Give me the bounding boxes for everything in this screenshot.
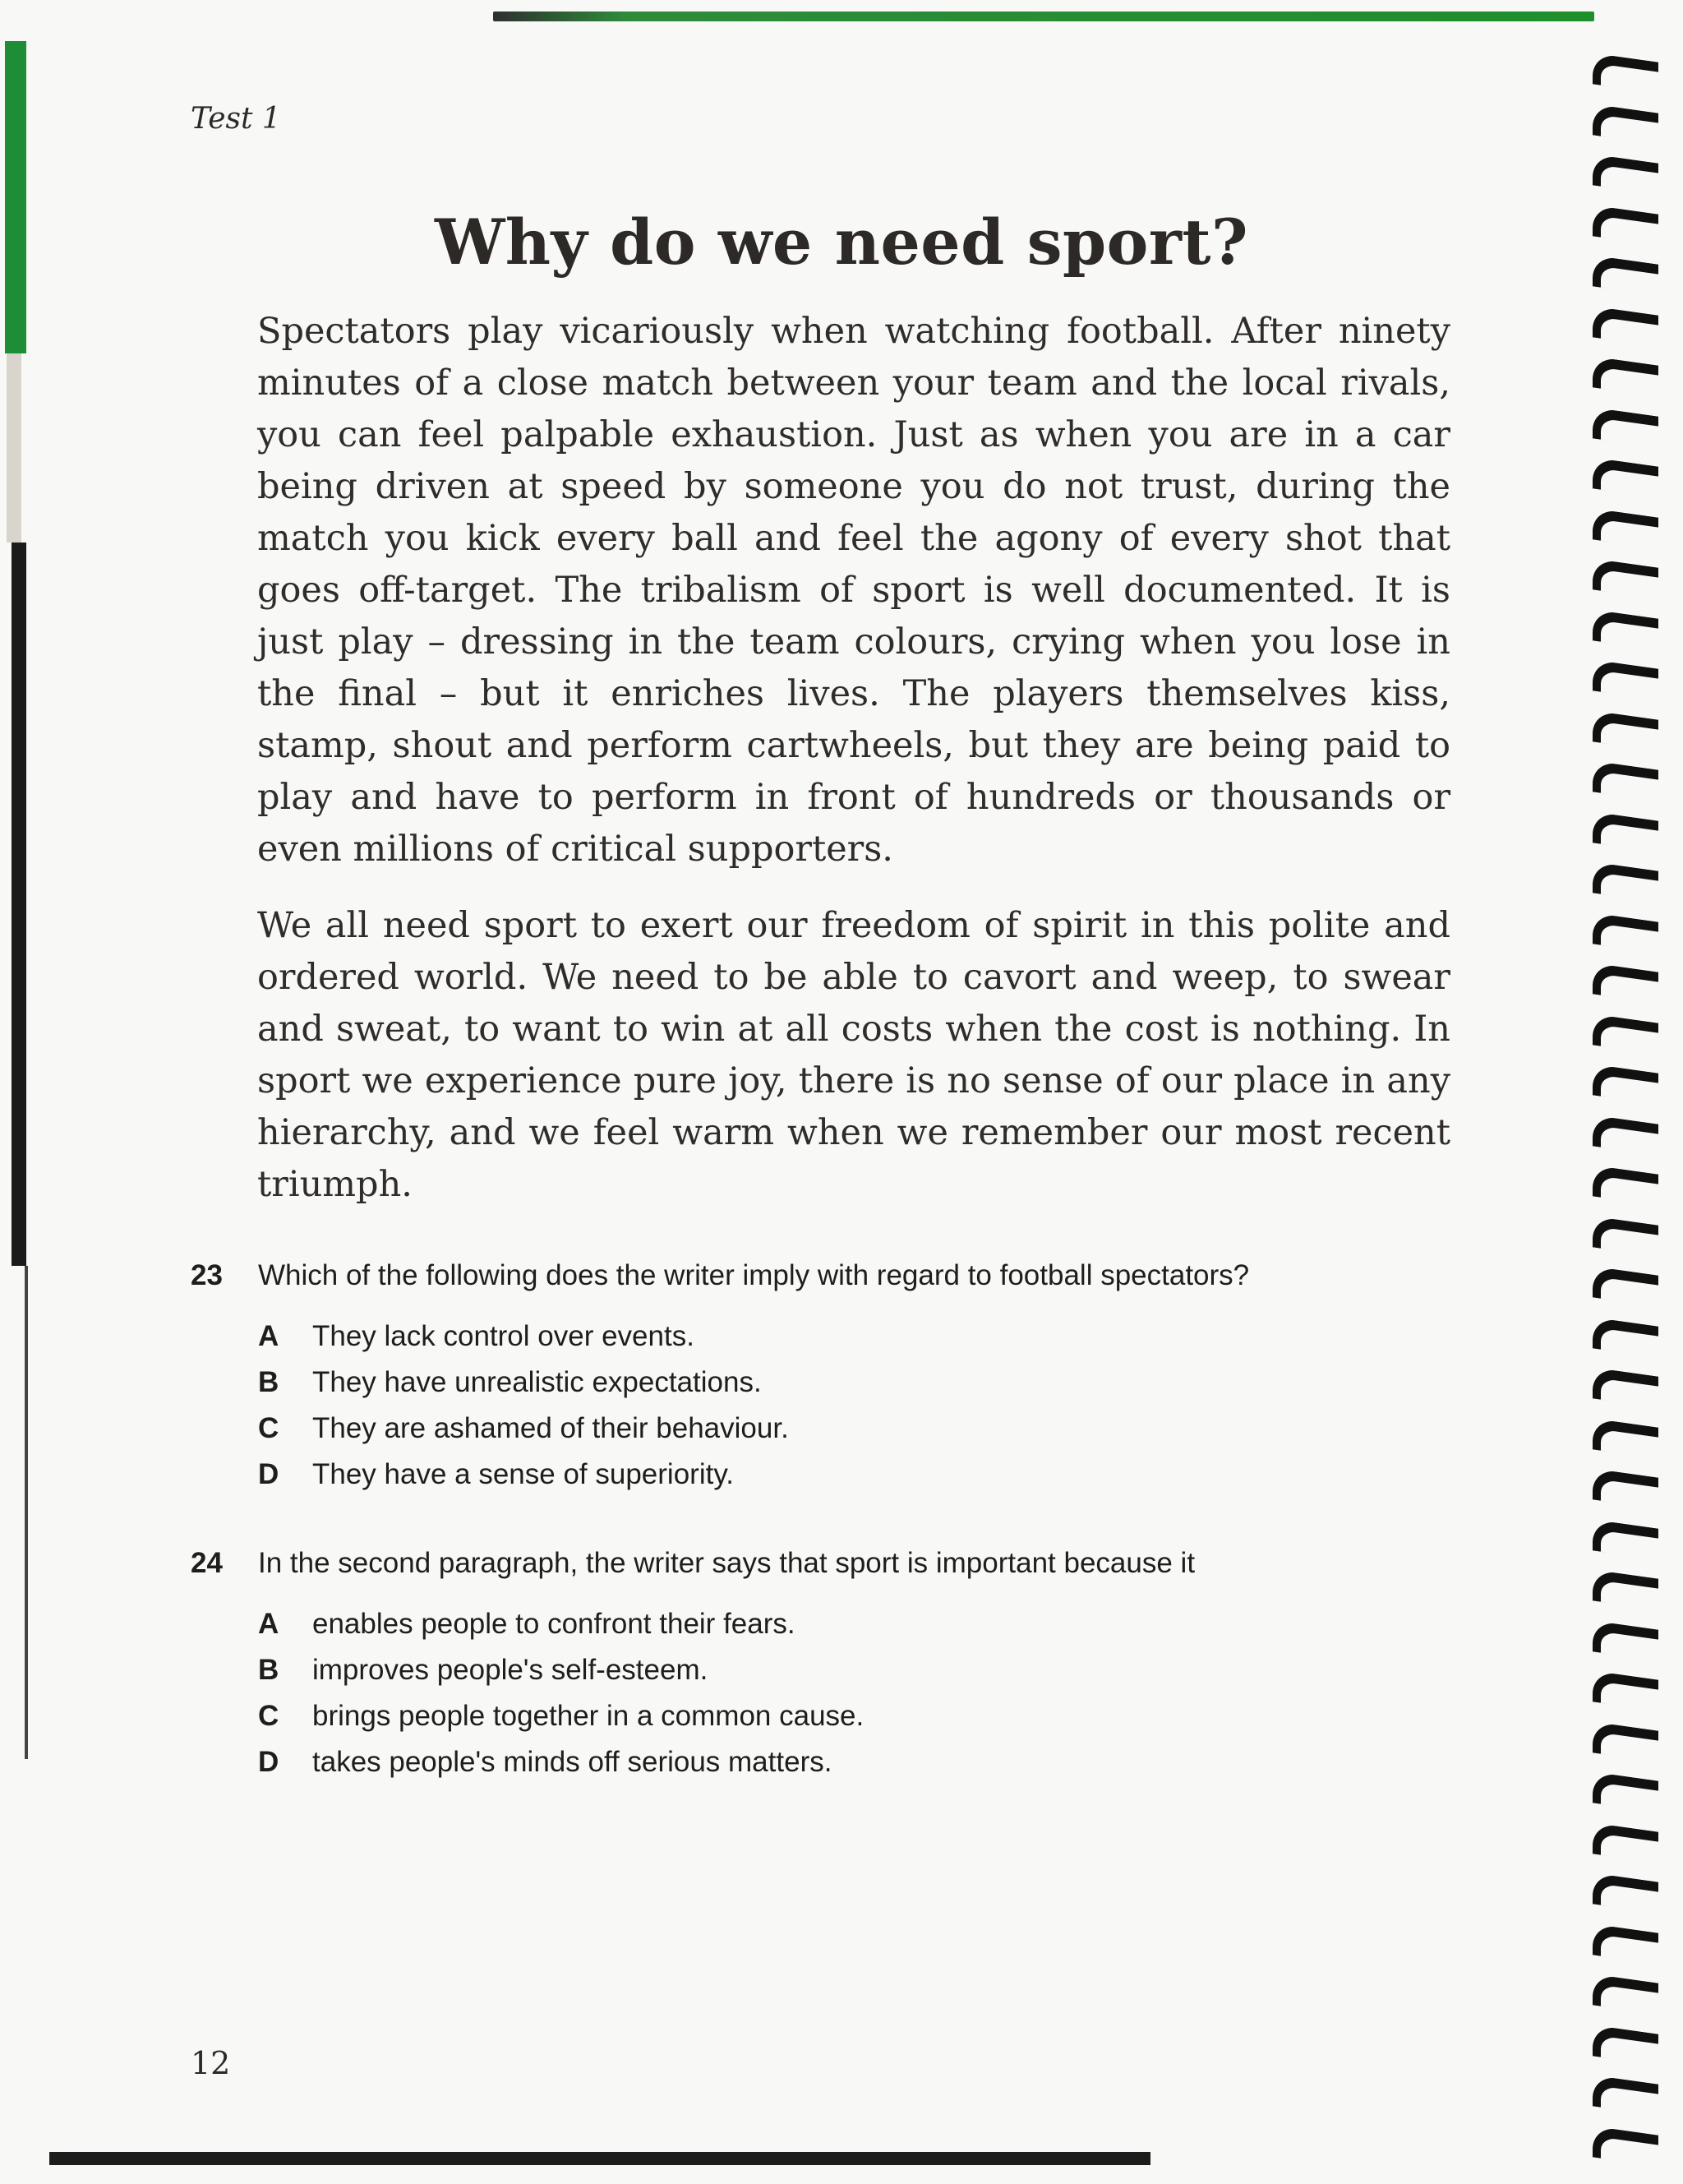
spiral-coil (1593, 1468, 1658, 1508)
spiral-coil (1593, 104, 1658, 144)
spiral-coil (1593, 1014, 1658, 1054)
passage-paragraph-2: We all need sport to exert our freedom of spirit in this polite and ordered world. We need to be able to cavort and weep, to swear and sweat, to want to win at all costs when the cost is nothing. In sport we experience pure joy, there is no sense of our place in any hierarchy, and we feel warm when we remember our most recent triumph. (257, 905, 1450, 1205)
option-text: improves people's self-esteem. (312, 1654, 708, 1686)
question-number: 23 (191, 1259, 223, 1291)
option-b[interactable] (258, 1360, 1505, 1406)
option-letter: D (258, 1458, 279, 1490)
question-number: 24 (191, 1547, 223, 1579)
question-24 (191, 1547, 1505, 1785)
spiral-coil (1593, 53, 1658, 93)
spiral-coil (1593, 154, 1658, 194)
option-text: enables people to confront their fears. (312, 1608, 795, 1640)
spiral-coil (1593, 2025, 1658, 2065)
passage-paragraph-1: Spectators play vicariously when watching football. After ninety minutes of a close match between your team and the local rivals, you can feel palpable exhaustion. Just as when you are in a car being driven at speed by someone you do not trust, during the match you kick every ball and feel the agony of every shot that goes off-target. The tribalism of sport is well documented. It is just play – dressing in the team colours, crying when you lose in the final – but it enriches lives. The players themselves kiss, stamp, shout and perform cartwheels, but they are being paid to play and have to perform in front of hundreds or thousands or even millions of critical supporters. (257, 311, 1450, 870)
spiral-coil (1593, 306, 1658, 346)
top-green-rule (493, 12, 1594, 21)
page-edge-line (25, 1266, 28, 1759)
spiral-coil (1593, 457, 1658, 497)
spiral-coil (1593, 356, 1658, 396)
option-a[interactable] (258, 1314, 1505, 1360)
option-c[interactable] (258, 1406, 1505, 1452)
option-b[interactable] (258, 1647, 1505, 1693)
spiral-coil (1593, 659, 1658, 700)
answer-options (258, 1314, 1505, 1498)
spiral-coil (1593, 710, 1658, 750)
spiral-coil (1593, 1216, 1658, 1256)
option-letter: D (258, 1746, 279, 1778)
question-stem: Which of the following does the writer imply with regard to football spectators? (258, 1259, 1250, 1291)
spiral-coil (1593, 1367, 1658, 1407)
reading-passage (257, 306, 1450, 1235)
spiral-coil (1593, 1317, 1658, 1357)
page-edge-black (12, 543, 26, 1266)
spiral-coil (1593, 1872, 1658, 1913)
spiral-coil (1593, 861, 1658, 902)
running-head: Test 1 (191, 102, 281, 136)
option-text: They lack control over events. (312, 1320, 694, 1352)
option-text: They have a sense of superiority. (312, 1458, 734, 1490)
spiral-coil (1593, 912, 1658, 953)
spiral-coil (1593, 1771, 1658, 1812)
spiral-coil (1593, 760, 1658, 801)
spiral-coil (1593, 1620, 1658, 1660)
answer-options (258, 1601, 1505, 1785)
option-text: takes people's minds off serious matters. (312, 1746, 832, 1778)
question-23 (191, 1259, 1505, 1498)
option-letter: C (258, 1412, 279, 1444)
page-number: 12 (191, 2045, 231, 2081)
spiral-binding (1593, 25, 1667, 2162)
page-edge-grey (7, 353, 21, 543)
spiral-coil (1593, 1115, 1658, 1155)
spiral-coil (1593, 1064, 1658, 1104)
option-c[interactable] (258, 1693, 1505, 1739)
spiral-coil (1593, 1569, 1658, 1609)
spiral-coil (1593, 1165, 1658, 1205)
option-text: They have unrealistic expectations. (312, 1366, 762, 1398)
page-edge-green (5, 41, 26, 353)
option-d[interactable] (258, 1739, 1505, 1785)
option-text: They are ashamed of their behaviour. (312, 1412, 789, 1444)
spiral-coil (1593, 609, 1658, 649)
spiral-coil (1593, 1418, 1658, 1458)
spiral-coil (1593, 1519, 1658, 1559)
option-letter: C (258, 1700, 279, 1732)
option-text: brings people together in a common cause. (312, 1700, 865, 1732)
option-letter: A (258, 1608, 279, 1640)
spiral-coil (1593, 2126, 1658, 2166)
article-title: Why do we need sport? (434, 205, 1249, 279)
spiral-coil (1593, 1266, 1658, 1306)
spiral-coil (1593, 1974, 1658, 2014)
spiral-coil (1593, 1721, 1658, 1762)
option-a[interactable] (258, 1601, 1505, 1647)
spiral-coil (1593, 1923, 1658, 1964)
spiral-coil (1593, 508, 1658, 548)
option-d[interactable] (258, 1452, 1505, 1498)
spiral-coil (1593, 407, 1658, 447)
spiral-coil (1593, 963, 1658, 1003)
option-letter: B (258, 1366, 279, 1398)
spiral-coil (1593, 2075, 1658, 2115)
option-letter: B (258, 1654, 279, 1686)
option-letter: A (258, 1320, 279, 1352)
spiral-coil (1593, 558, 1658, 598)
question-stem: In the second paragraph, the writer says that sport is important because it (258, 1547, 1196, 1579)
spiral-coil (1593, 1670, 1658, 1711)
spiral-coil (1593, 1822, 1658, 1863)
bottom-rule (49, 2152, 1150, 2165)
spiral-coil (1593, 811, 1658, 852)
